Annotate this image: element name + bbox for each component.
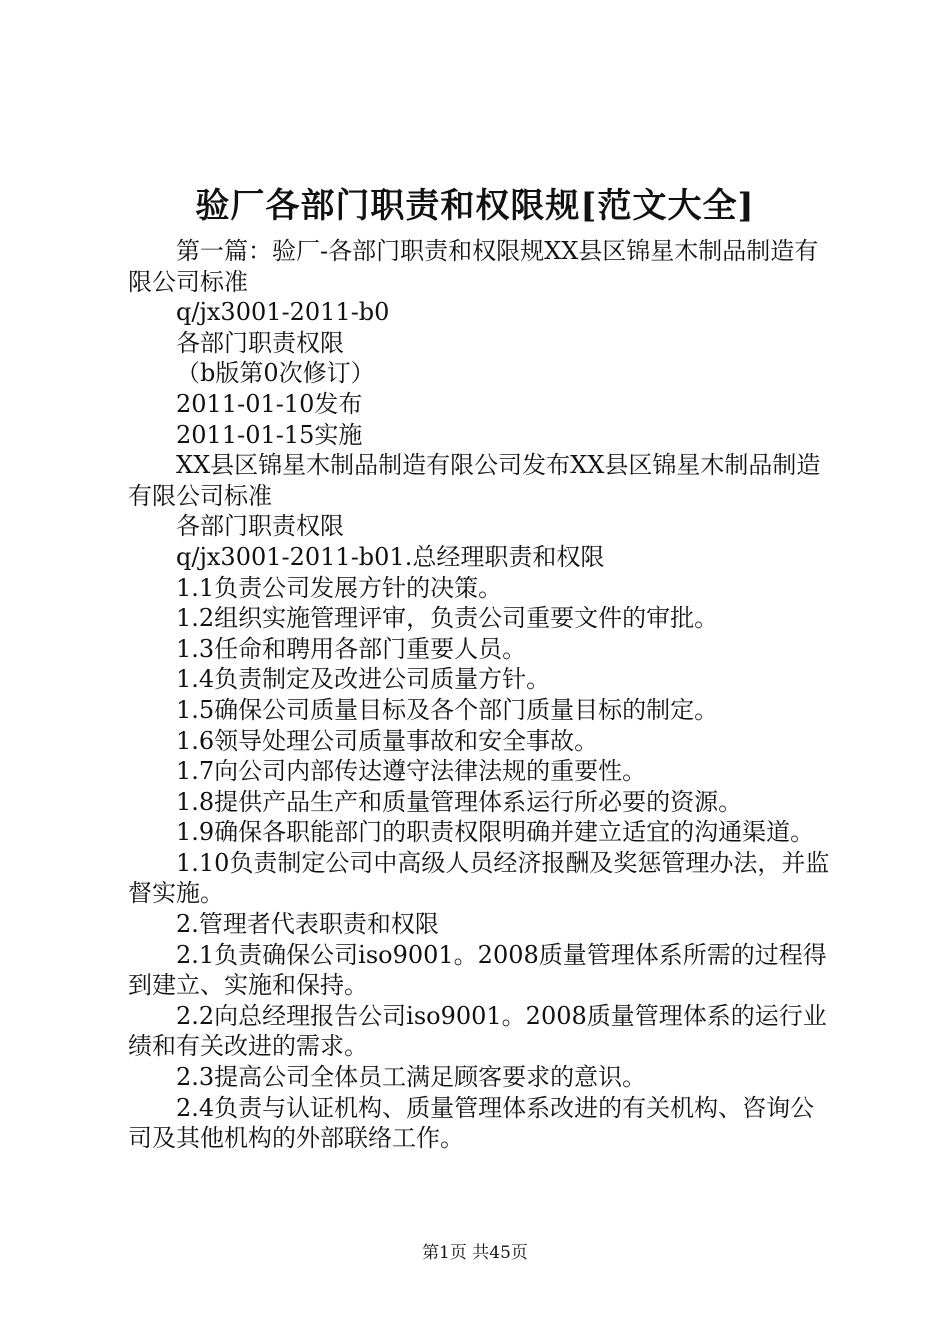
- paragraph: 2011-01-15实施: [176, 420, 363, 449]
- paragraph: 2.4负责与认证机构、质量管理体系改进的有关机构、咨询公司及其他机构的外部联络工作。: [128, 1093, 815, 1153]
- paragraph: （b版第0次修订）: [176, 359, 375, 388]
- paragraph: 第一篇：验厂-各部门职责和权限规XX县区锦星木制品制造有限公司标准: [128, 237, 819, 296]
- paragraph: 2.3提高公司全体员工满足顾客要求的意识。: [176, 1063, 647, 1092]
- paragraph: 1.5确保公司质量目标及各个部门质量目标的制定。: [176, 695, 719, 724]
- paragraph: 2.2向总经理报告公司iso9001。2008质量管理体系的运行业绩和有关改进的需求。: [128, 1001, 827, 1061]
- paragraph: 1.8提供产品生产和质量管理体系运行所必要的资源。: [176, 787, 743, 816]
- paragraph: 1.1负责公司发展方针的决策。: [176, 573, 503, 602]
- document-body: [128, 236, 830, 1154]
- paragraph: 2011-01-10发布: [176, 389, 363, 418]
- paragraph: 1.9确保各职能部门的职责权限明确并建立适宜的沟通渠道。: [176, 818, 815, 847]
- paragraph: 1.6领导处理公司质量事故和安全事故。: [176, 726, 599, 755]
- paragraph: 2.管理者代表职责和权限: [176, 910, 439, 939]
- paragraph: 2.1负责确保公司iso9001。2008质量管理体系所需的过程得到建立、实施和保持。: [128, 940, 827, 1000]
- paragraph: 各部门职责权限: [176, 328, 344, 357]
- paragraph: 1.7向公司内部传达遵守法律法规的重要性。: [176, 757, 647, 786]
- paragraph: 各部门职责权限: [176, 512, 344, 541]
- page-footer: 第1页 共45页: [422, 1243, 528, 1263]
- paragraph: q/jx3001-2011-b01.总经理职责和权限: [176, 542, 605, 571]
- paragraph: XX县区锦星木制品制造有限公司发布XX县区锦星木制品制造有限公司标准: [128, 451, 821, 510]
- paragraph: 1.10负责制定公司中高级人员经济报酬及奖惩管理办法，并监督实施。: [128, 848, 830, 908]
- paragraph: 1.4负责制定及改进公司质量方针。: [176, 665, 551, 694]
- paragraph: 1.2组织实施管理评审，负责公司重要文件的审批。: [176, 604, 719, 633]
- paragraph: 1.3任命和聘用各部门重要人员。: [176, 634, 527, 663]
- document-title: 验厂各部门职责和权限规[范文大全]: [195, 186, 755, 226]
- paragraph: q/jx3001-2011-b0: [176, 298, 390, 327]
